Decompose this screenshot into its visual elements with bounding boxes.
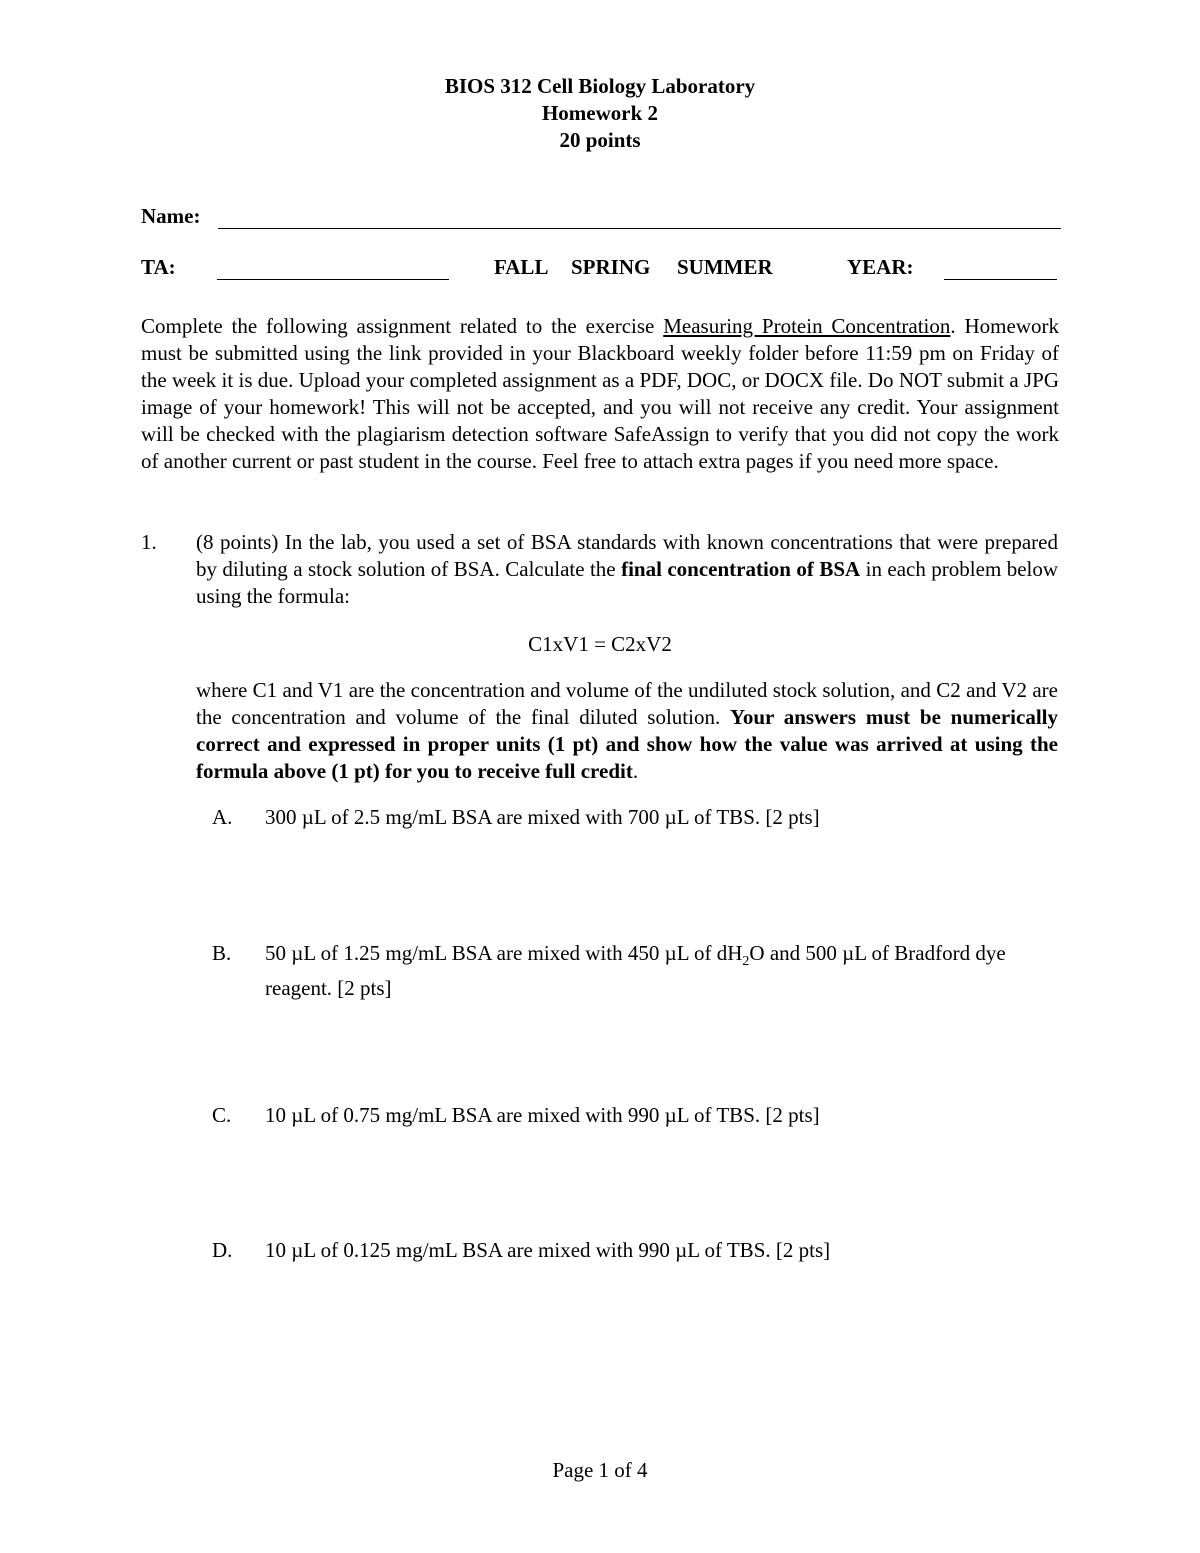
ta-term-row: [141, 255, 1061, 283]
problem-text-part: O and 500 µL of Bradford dye reagent. [2 pts]: [265, 941, 1006, 1001]
question-bold-phrase: final concentration of BSA: [621, 557, 861, 581]
explanation-text: where C1 and V1 are the concentration and volume of the undiluted stock solution, and C2 and V2 are the concentration and volume of the final diluted solution.: [196, 678, 1058, 729]
course-title: BIOS 312 Cell Biology Laboratory: [444, 74, 756, 98]
explanation-end: .: [632, 759, 639, 783]
question-1-text: [196, 529, 1058, 610]
instructions-paragraph: [141, 313, 1059, 475]
problem-text: [265, 940, 1058, 1002]
exercise-title: Measuring Protein Concentration: [663, 314, 951, 338]
dilution-formula: C1xV1 = C2xV2: [528, 632, 672, 656]
problem-letter: B.: [212, 941, 232, 965]
term-summer: SUMMER: [677, 255, 773, 279]
term-fall: FALL: [494, 255, 549, 279]
name-blank-line: [218, 228, 1061, 229]
term-spring: SPRING: [571, 255, 651, 279]
homework-title: Homework 2: [541, 101, 659, 125]
problem-text-part: 50 µL of 1.25 mg/mL BSA are mixed with 450 µL of dH: [265, 941, 743, 965]
ta-blank-line: [217, 279, 449, 280]
problem-text: 10 µL of 0.125 mg/mL BSA are mixed with 990 µL of TBS. [2 pts]: [265, 1238, 831, 1262]
problem-letter: D.: [212, 1238, 233, 1262]
problem-text: 300 µL of 2.5 mg/mL BSA are mixed with 700 µL of TBS. [2 pts]: [265, 805, 820, 829]
problem-text: 10 µL of 0.75 mg/mL BSA are mixed with 990 µL of TBS. [2 pts]: [265, 1103, 820, 1127]
year-blank-line: [944, 279, 1057, 280]
question-text-part: in each problem below using the formula:: [196, 557, 1059, 608]
problem-letter: A.: [212, 805, 233, 829]
problem-letter: C.: [212, 1103, 232, 1127]
page-number: Page 1 of 4: [552, 1458, 648, 1482]
ta-label: TA:: [141, 255, 176, 279]
intro-lead: Complete the following assignment related to the exercise: [141, 314, 655, 338]
points-total: 20 points: [559, 128, 641, 152]
document-header: [0, 73, 1200, 154]
subscript: 2: [742, 954, 750, 970]
question-text-part: (8 points) In the lab, you used a set of BSA standards with known concentrations that were prepared by diluting a stock solution of BSA. Calculate the: [196, 530, 1058, 581]
grading-requirement: Your answers must be numerically correct and expressed in proper units (1 pt) and show how the value was arrived at using the formula above (1 pt) for you to receive full credit: [196, 705, 1058, 783]
formula-explanation: [196, 677, 1058, 785]
year-label: YEAR:: [847, 255, 914, 279]
name-label: Name:: [141, 204, 201, 228]
intro-rest: . Homework must be submitted using the link provided in your Blackboard weekly folder before 11:59 pm on Friday of the week it is due. Upload your completed assignment as a PDF, DOC, or DOCX file. Do NOT submit a JPG image of your homework! This will not be accepted, and you will not receive any credit. Your assignment will be checked with the plagiarism detection software SafeAssign to verify that you did not copy the work of another current or past student in the course. Feel free to attach extra pages if you need more space.: [141, 314, 1059, 473]
name-field-row: [141, 204, 1061, 232]
question-number: 1.: [141, 530, 157, 554]
